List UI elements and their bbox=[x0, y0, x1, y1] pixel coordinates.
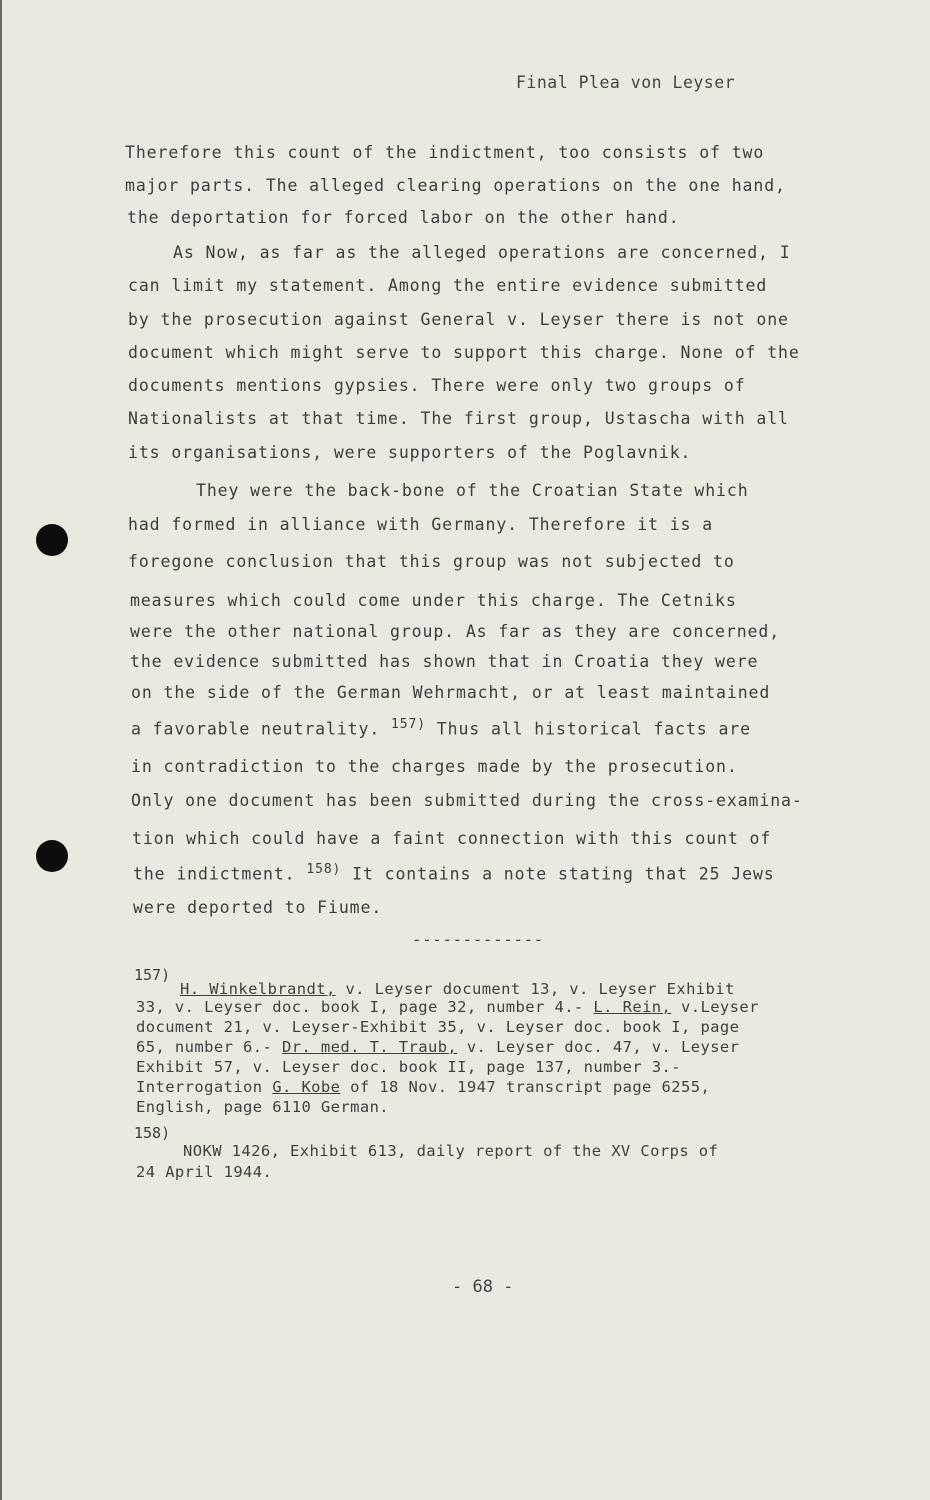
page-edge-shadow bbox=[0, 0, 2, 1500]
footnote-text: v. Leyser document 13, v. Leyser Exhibit bbox=[335, 980, 735, 998]
body-line-text: Thus all historical facts are bbox=[436, 719, 751, 739]
footnote-divider: ------------- bbox=[412, 930, 544, 949]
body-line: the deportation for forced labor on the other hand. bbox=[127, 208, 680, 227]
footnote-157-line: Exhibit 57, v. Leyser doc. book II, page 137, number 3.- bbox=[136, 1058, 681, 1076]
body-line-text: a favorable neutrality. bbox=[131, 719, 381, 739]
body-line: document which might serve to support this charge. None of the bbox=[128, 343, 800, 362]
body-line: on the side of the German Wehrmacht, or at least maintained bbox=[131, 683, 771, 702]
page-number: - 68 - bbox=[452, 1277, 514, 1297]
body-line: had formed in alliance with Germany. Therefore it is a bbox=[128, 515, 714, 534]
body-line: foregone conclusion that this group was not subjected to bbox=[128, 552, 735, 571]
body-line-with-footnote-157 bbox=[131, 717, 751, 739]
footnote-158-marker: 158) bbox=[134, 1124, 171, 1142]
body-line: measures which could come under this charge. The Cetniks bbox=[130, 591, 737, 610]
witness-name: L. Rein, bbox=[593, 998, 672, 1016]
body-line: by the prosecution against General v. Leyser there is not one bbox=[128, 310, 789, 329]
witness-name: H. Winkelbrandt, bbox=[180, 980, 336, 998]
footnote-157-line bbox=[136, 1078, 710, 1096]
footnote-157-line bbox=[136, 998, 759, 1016]
footnote-157-line: English, page 6110 German. bbox=[136, 1098, 390, 1116]
body-line: were deported to Fiume. bbox=[133, 898, 383, 917]
body-line: Therefore this count of the indictment, too consists of two bbox=[125, 143, 765, 162]
body-line: its organisations, were supporters of the Poglavnik. bbox=[128, 443, 692, 462]
footnote-text: v. Leyser doc. 47, v. Leyser bbox=[457, 1038, 740, 1056]
body-line: in contradiction to the charges made by the prosecution. bbox=[131, 757, 738, 776]
footnote-158-line: NOKW 1426, Exhibit 613, daily report of the XV Corps of bbox=[183, 1142, 719, 1160]
footnote-157-line bbox=[180, 980, 735, 998]
footnote-text: of 18 Nov. 1947 transcript page 6255, bbox=[340, 1078, 711, 1096]
body-line: the evidence submitted has shown that in Croatia they were bbox=[130, 652, 759, 671]
body-line: documents mentions gypsies. There were only two groups of bbox=[128, 376, 746, 395]
footnote-ref-157: 157) bbox=[391, 717, 426, 732]
punch-hole-upper bbox=[36, 524, 68, 556]
body-line: were the other national group. As far as they are concerned, bbox=[130, 622, 781, 641]
footnote-text: 33, v. Leyser doc. book I, page 32, number 4.- bbox=[136, 998, 594, 1016]
witness-name: G. Kobe bbox=[272, 1078, 341, 1096]
page-header: Final Plea von Leyser bbox=[516, 73, 736, 92]
footnote-157-marker: 157) bbox=[134, 966, 171, 984]
body-line-text: It contains a note stating that 25 Jews bbox=[352, 864, 775, 884]
body-line: As Now, as far as the alleged operations are concerned, I bbox=[173, 243, 791, 262]
footnote-text: v.Leyser bbox=[671, 998, 759, 1016]
footnote-text: 65, number 6.- bbox=[136, 1038, 282, 1056]
body-line-text: the indictment. bbox=[133, 864, 296, 884]
footnote-157-line bbox=[136, 1038, 739, 1056]
body-line: tion which could have a faint connection with this count of bbox=[132, 829, 772, 848]
footnote-158-line: 24 April 1944. bbox=[136, 1163, 273, 1181]
witness-name: Dr. med. T. Traub, bbox=[281, 1038, 458, 1056]
body-line: can limit my statement. Among the entire evidence submitted bbox=[128, 276, 768, 295]
body-line: They were the back-bone of the Croatian State which bbox=[196, 481, 749, 500]
body-line-with-footnote-158 bbox=[133, 862, 775, 884]
body-line: Nationalists at that time. The first group, Ustascha with all bbox=[128, 409, 789, 428]
punch-hole-lower bbox=[36, 840, 68, 872]
footnote-text: Interrogation bbox=[136, 1078, 273, 1096]
body-line: Only one document has been submitted during the cross-examina- bbox=[131, 791, 803, 810]
body-line: major parts. The alleged clearing operations on the one hand, bbox=[125, 176, 786, 195]
footnote-ref-158: 158) bbox=[306, 862, 342, 877]
footnote-157-line: document 21, v. Leyser-Exhibit 35, v. Leyser doc. book I, page bbox=[136, 1018, 740, 1036]
